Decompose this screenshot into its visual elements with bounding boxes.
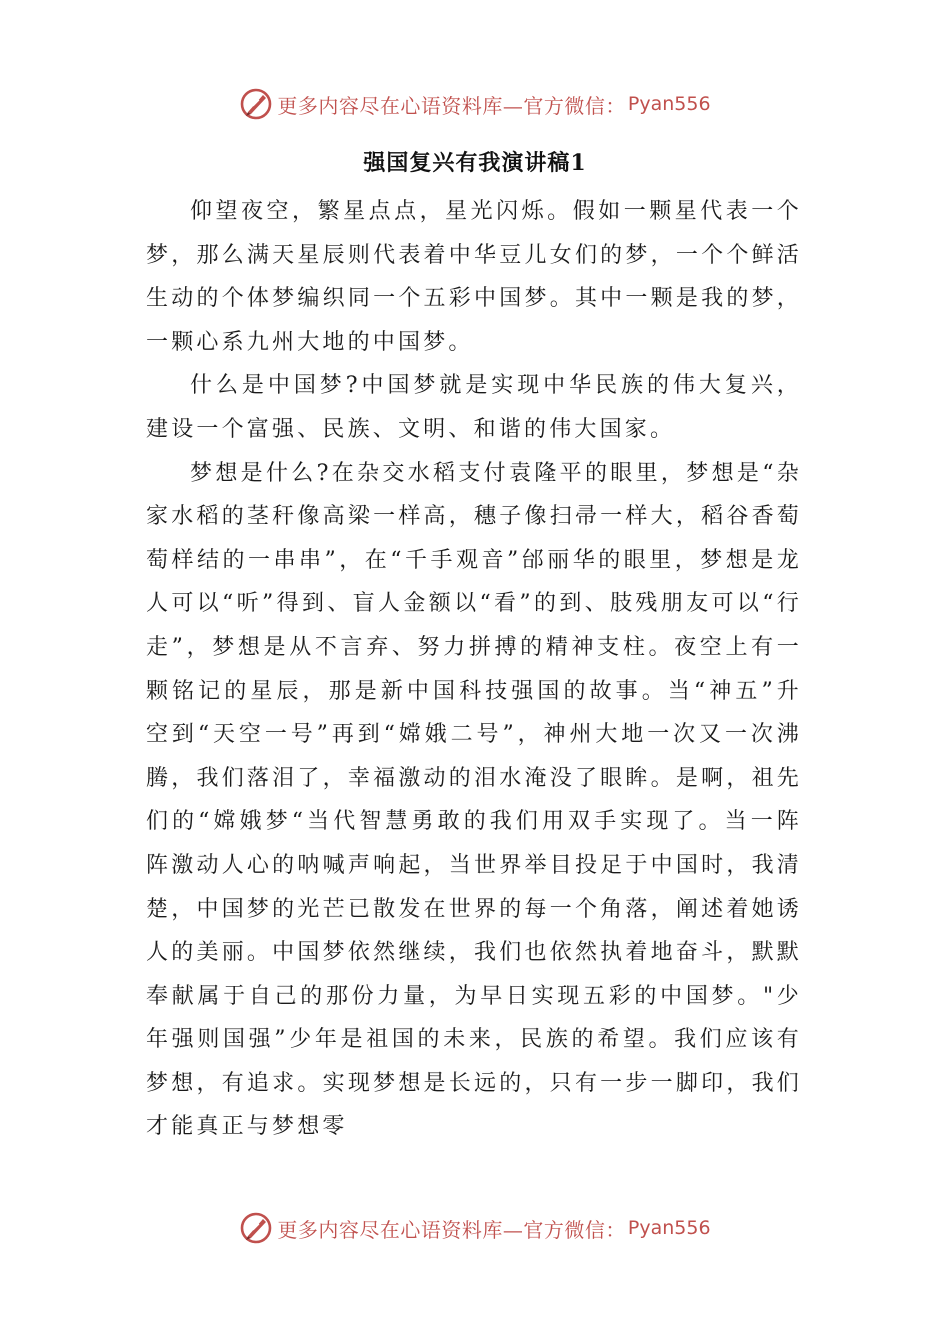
footer-banner-wechat-id: Pyan556 — [627, 1217, 711, 1239]
header-banner-wechat-id: Pyan556 — [627, 93, 711, 115]
quill-pen-logo-icon — [239, 1211, 273, 1245]
header-banner-text: 更多内容尽在心语资料库—官方微信： — [277, 93, 626, 118]
paragraph-3: 梦想是什么?在杂交水稻支付袁隆平的眼里，梦想是“杂家水稻的茎秆像高梁一样高，穗子像扫帚一样大，稻谷香萄萄样结的一串串”，在“千手观音”邰丽华的眼里，梦想是龙人可以“听”得到、盲人金额以“看”的到、肢残朋友可以“行走”，梦想是从不言弃、努力拼搏的精神支柱。夜空上有一颗铭记的星辰，那是新中国科技强国的故事。当“神五”升空到“天空一号”再到“嫦娥二号”，神州大地一次又一次沸腾，我们落泪了，幸福激动的泪水淹没了眼眸。是啊，祖先们的“嫦娥梦“当代智慧勇敢的我们用双手实现了。当一阵阵激动人心的呐喊声响起，当世界举目投足于中国时，我清楚，中国梦的光芒已散发在世界的每一个角落，阐述着她诱人的美丽。中国梦依然继续，我们也依然执着地奋斗，默默奉献属于自己的那份力量，为早日实现五彩的中国梦。"少年强则国强”少年是祖国的未来，民族的希望。我们应该有梦想，有追求。实现梦想是长远的，只有一步一脚印，我们才能真正与梦想零 — [146, 460, 802, 1140]
header-banner — [0, 84, 950, 124]
quill-pen-logo-icon — [239, 87, 273, 121]
paragraph-1: 仰望夜空，繁星点点，星光闪烁。假如一颗星代表一个梦，那么满天星辰则代表着中华豆儿女们的梦，一个个鲜活生动的个体梦编织同一个五彩中国梦。其中一颗是我的梦，一颗心系九州大地的中国梦。 — [146, 199, 802, 355]
paragraph-2: 什么是中国梦?中国梦就是实现中华民族的伟大复兴，建设一个富强、民族、文明、和谐的伟大国家。 — [146, 373, 802, 442]
document-title: 强国复兴有我演讲稿1 — [363, 150, 587, 176]
footer-banner — [0, 1208, 950, 1248]
document-body — [146, 190, 802, 1149]
footer-banner-text: 更多内容尽在心语资料库—官方微信： — [277, 1217, 626, 1242]
